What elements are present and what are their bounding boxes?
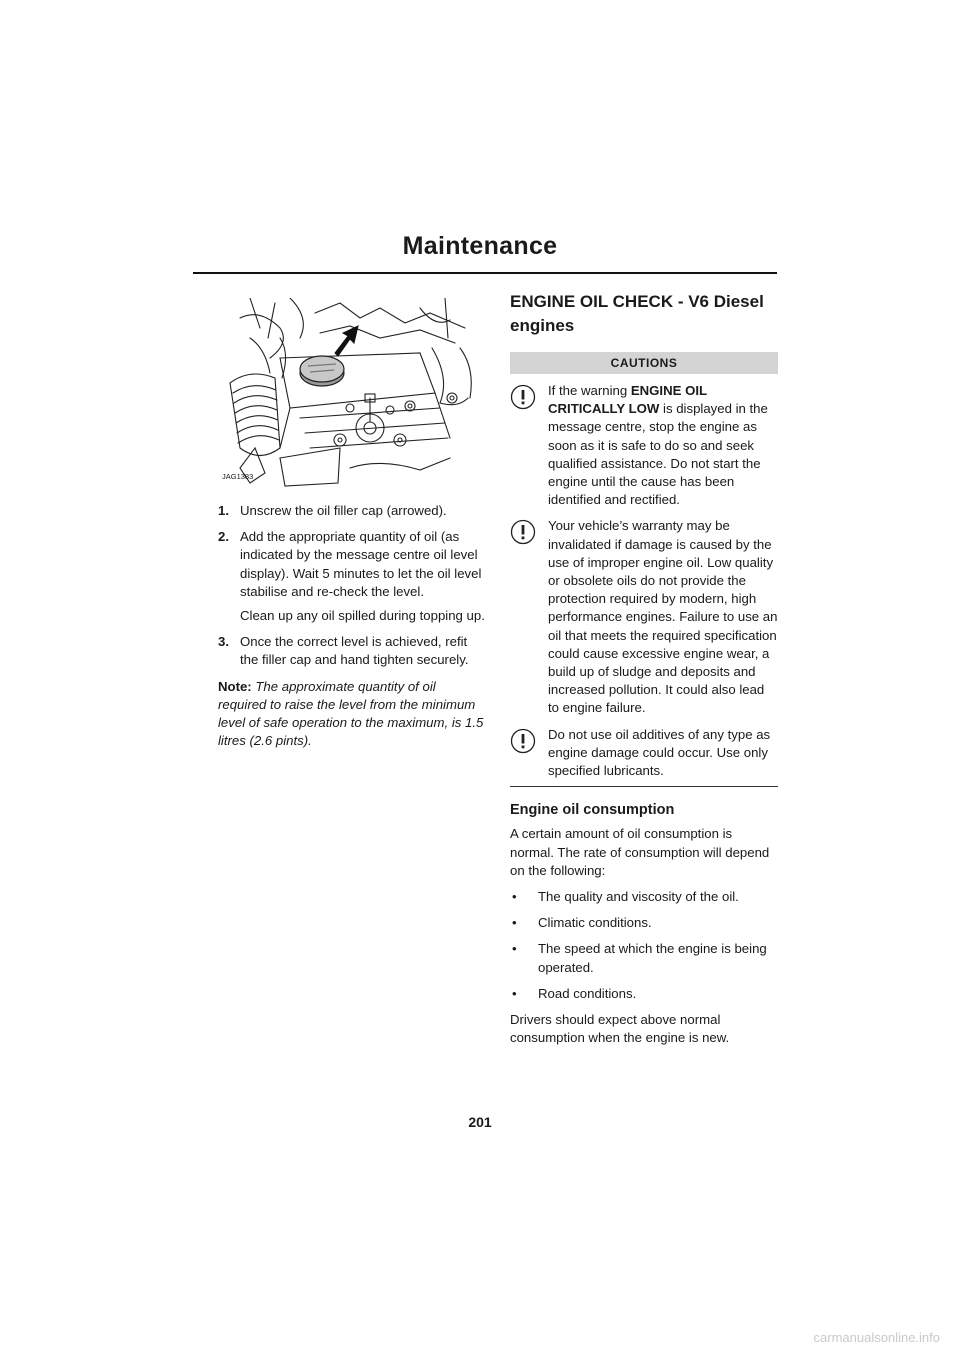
subsection-heading: Engine oil consumption xyxy=(510,802,675,819)
bullet-list xyxy=(510,888,778,1003)
oil-filler-cap xyxy=(300,356,344,386)
step-number: 2. xyxy=(218,529,229,545)
step-item xyxy=(218,633,486,669)
step-number: 3. xyxy=(218,634,229,650)
step-extra-text: Clean up any oil spilled during topping up. xyxy=(240,608,485,624)
step-text: Once the correct level is achieved, refit the filler cap and hand tighten securely. xyxy=(240,634,469,668)
right-column xyxy=(510,290,778,1056)
bullet-icon: • xyxy=(512,915,517,931)
step-number: 1. xyxy=(218,503,229,518)
page-title: Maintenance xyxy=(402,232,558,260)
list-item: • Road conditions. xyxy=(510,985,778,1003)
title-rule xyxy=(193,272,777,274)
figure-label: JAG1383 xyxy=(222,471,254,481)
warning-icon xyxy=(510,519,536,545)
warning-icon xyxy=(510,384,536,410)
bullet-icon: • xyxy=(512,941,517,957)
caution-text: If the warning ENGINE OIL CRITICALLY LOW is displayed in the message centre, stop the engine as soon as it is safe to do so and seek qualified assistance. Do not start the engine until the cause has been identified and rectified. xyxy=(548,383,768,508)
list-item: • Climatic conditions. xyxy=(510,914,778,932)
step-item xyxy=(218,502,486,520)
page-number: 201 xyxy=(468,1114,492,1130)
closing-paragraph: Drivers should expect above normal consumption when the engine is new. xyxy=(510,1012,730,1046)
engine-bay-illustration xyxy=(220,298,482,488)
left-column xyxy=(218,298,486,750)
engine-figure xyxy=(220,298,482,488)
cautions-header: CAUTIONS xyxy=(510,352,778,374)
list-item: • The quality and viscosity of the oil. xyxy=(510,888,778,906)
cautions-end-rule xyxy=(510,786,778,787)
intro-paragraph: A certain amount of oil consumption is normal. The rate of consumption will depend on the following: xyxy=(510,826,770,878)
warning-message: ENGINE OIL CRITICALLY LOW xyxy=(548,383,707,417)
bullet-icon: • xyxy=(512,889,517,905)
list-item: • The speed at which the engine is being operated. xyxy=(510,940,778,976)
note-label: Note: xyxy=(218,678,252,694)
watermark: carmanualsonline.info xyxy=(813,1330,940,1345)
caution-text: Do not use oil additives of any type as engine damage could occur. Use only specified lubricants. xyxy=(548,726,771,779)
caution-text: Your vehicle’s warranty may be invalidated if damage is caused by the use of improper engine oil. Low quality or obsolete oils do not provide the protection required by modern, high performance engines. Failure to use an oil that meets the required specification could cause excessive engine wear, a build up of sludge and deposits and increased pollution. It could also lead to engine failure. xyxy=(548,518,778,716)
arrow-icon xyxy=(335,326,358,356)
section-heading: ENGINE OIL CHECK - V6 Diesel engines xyxy=(510,292,764,335)
step-text: Unscrew the oil filler cap (arrowed). xyxy=(240,503,447,518)
note-text: The approximate quantity of oil required to raise the level from the minimum level of safe operation to the maximum, is 1.5 litres (2.6 pints). xyxy=(218,678,484,749)
caution-item xyxy=(510,382,778,509)
step-text: Add the appropriate quantity of oil (as indicated by the message centre oil level display). Wait 5 minutes to let the oil level stabilise and re-check the level. xyxy=(240,529,482,599)
caution-item xyxy=(510,517,778,717)
note xyxy=(218,678,486,751)
steps-list xyxy=(218,502,486,670)
bullet-icon: • xyxy=(512,985,517,1001)
warning-icon xyxy=(510,728,536,754)
step-item xyxy=(218,528,486,601)
caution-item xyxy=(510,726,778,781)
